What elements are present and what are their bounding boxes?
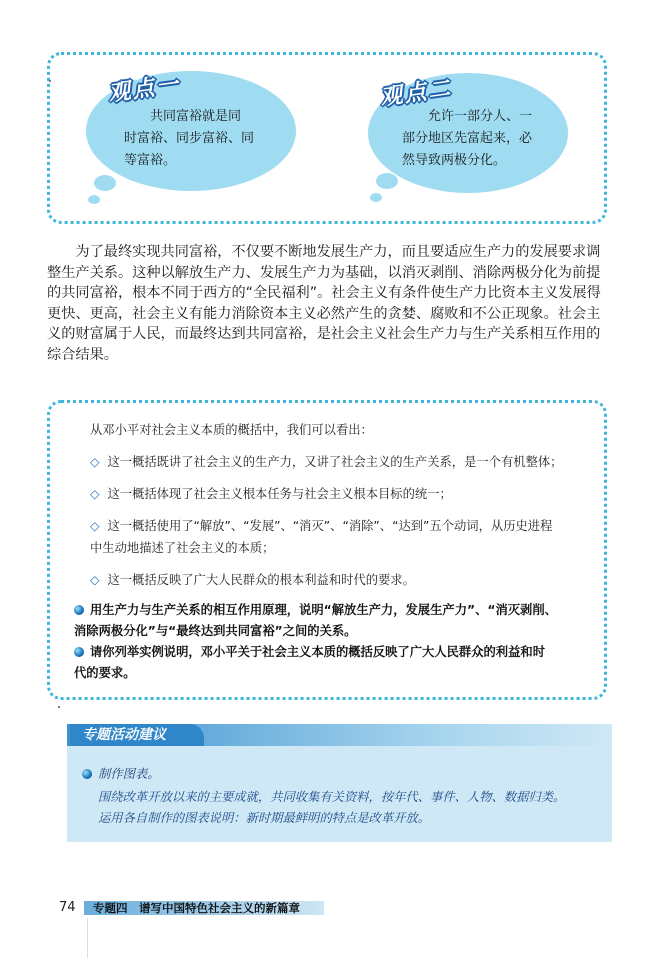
analysis-point-1 [90, 452, 562, 472]
viewpoint-two-line-1: 允许一部分人、一 [428, 109, 533, 124]
question-2-continued: 代的要求。 [74, 666, 136, 680]
body-paragraph: 为了最终实现共同富裕，不仅要不断地发展生产力，而且要适应生产力的发展要求调整生产关系。这种以解放生产力、发展生产力为基础，以消灭剥削、消除两极分化为前提的共同富裕，根本不同于西方的“全民福利”。社会主义有条件使生产力比资本主义发展得更快、更高，社会主义有能力消除资本主义必然产生的贪婪、腐败和不公正现象。社会主义的财富属于人民，而最终达到共同富裕，是社会主义社会生产力与生产关系相互作用的综合结果。 [47, 244, 601, 363]
activity-item-title-text: 制作图表。 [98, 767, 160, 781]
analysis-point-2-text: 这一概括体现了社会主义根本任务与社会主义根本目标的统一； [107, 487, 452, 501]
chapter-label: 专题四 谱写中国特色社会主义的新篇章 [93, 901, 300, 915]
diamond-bullet-icon: ◇ [90, 519, 100, 533]
scan-speck [49, 80, 51, 82]
analysis-point-3-text: 这一概括使用了“解放”、“发展”、“消灭”、“消除”、“达到”五个动词，从历史进程 [107, 519, 553, 533]
analysis-point-3-continued: 中生动地描述了社会主义的本质； [90, 541, 275, 555]
analysis-point-2 [90, 484, 452, 504]
analysis-point-4 [90, 570, 415, 590]
question-1 [74, 600, 557, 621]
viewpoint-one-line-2: 时富裕、同步富裕、同 [124, 131, 255, 146]
viewpoint-two-title: 观点二 [378, 75, 454, 111]
viewpoint-one-cloud-puff [94, 175, 116, 191]
blue-ball-bullet-icon [82, 769, 92, 779]
question-2-text: 请你列举实例说明，邓小平关于社会主义本质的概括反映了广大人民群众的利益和时 [90, 645, 545, 659]
viewpoint-two-line-3: 然导致两极分化。 [402, 153, 507, 168]
activity-line-1: 围绕改革开放以来的主要成就，共同收集有关资料，按年代、事件、人物、数据归类。 [98, 790, 566, 804]
scan-speck [58, 706, 60, 708]
viewpoint-one-line-1: 共同富裕就是同 [150, 109, 242, 124]
analysis-point-1-text: 这一概括既讲了社会主义的生产力，又讲了社会主义的生产关系，是一个有机整体； [107, 455, 563, 469]
viewpoint-one-title: 观点一 [106, 71, 182, 107]
question-1-continued: 消除两极分化”与“最终达到共同富裕”之间的关系。 [74, 624, 357, 638]
viewpoint-one-line-3: 等富裕。 [124, 153, 177, 168]
diamond-bullet-icon: ◇ [90, 573, 100, 587]
viewpoint-two-cloud-puff-small [370, 193, 382, 202]
viewpoint-one-cloud-puff-small [88, 195, 100, 204]
diamond-bullet-icon: ◇ [90, 487, 100, 501]
diamond-bullet-icon: ◇ [90, 455, 100, 469]
activity-item-title [82, 764, 160, 784]
analysis-point-3 [90, 516, 552, 536]
activity-line-2: 运用各自制作的图表说明：新时期最鲜明的特点是改革开放。 [98, 811, 431, 825]
analysis-point-4-text: 这一概括反映了广大人民群众的根本利益和时代的要求。 [107, 573, 415, 587]
activity-title: 专题活动建议 [82, 727, 166, 743]
question-1-text: 用生产力与生产关系的相互作用原理，说明“解放生产力，发展生产力”、“消灭剥削、 [90, 603, 557, 617]
viewpoint-two-text [402, 106, 572, 172]
page-number: 74 [59, 900, 76, 915]
blue-ball-bullet-icon [74, 647, 84, 657]
viewpoint-one-text [124, 106, 284, 172]
viewpoint-two-line-2: 部分地区先富起来，必 [402, 131, 533, 146]
footer-rule [87, 918, 88, 958]
analysis-intro: 从邓小平对社会主义本质的概括中，我们可以看出： [90, 423, 373, 437]
blue-ball-bullet-icon [74, 605, 84, 615]
viewpoint-two-cloud-puff [376, 173, 398, 189]
question-2 [74, 642, 545, 663]
